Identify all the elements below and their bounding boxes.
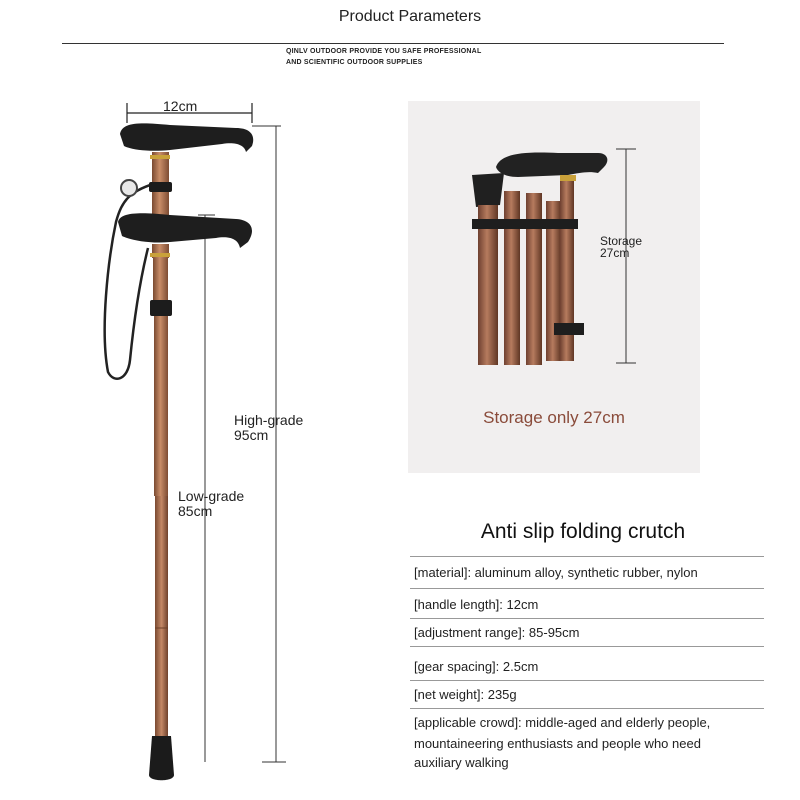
spec-title: Anti slip folding crutch [480,520,686,543]
handle-width-label: 12cm [163,98,198,114]
high-grade-label: High-grade [234,412,304,428]
spec-adjustment-range: [adjustment range]: 85-95cm [414,625,580,640]
shaft-segment-2 [154,316,168,496]
spec-material: [material]: aluminum alloy, synthetic rubber, nylon [414,565,698,580]
lower-gold-ring [150,253,170,257]
spec-divider [410,646,764,647]
high-grade-dimension-line [252,126,286,762]
handle-low-position [118,213,252,248]
shaft-segment-1 [153,258,168,302]
spec-applicable-crowd-line-1: [applicable crowd]: middle-aged and elderly people, [414,715,711,730]
spec-gear-spacing: [gear spacing]: 2.5cm [414,659,539,674]
low-grade-value: 85cm [178,503,213,519]
page-title: Product Parameters [338,8,482,25]
folded-strap-bottom [554,323,584,335]
storage-value: 27cm [600,246,630,260]
strap-ring [121,180,137,196]
storage-label: Storage [600,234,643,248]
spec-net-weight: [net weight]: 235g [414,687,517,702]
upper-strap-band [149,182,172,192]
spec-divider [410,618,764,619]
spec-handle-length: [handle length]: 12cm [414,597,539,612]
folded-handle [496,153,607,177]
folded-gold-ring [560,175,576,181]
high-grade-value: 95cm [234,427,269,443]
wrist-strap [105,182,160,379]
upper-gold-ring [150,155,170,159]
spec-divider [410,556,764,557]
header-subtitle-line-1: QINLV OUTDOOR PROVIDE YOU SAFE PROFESSIONAL [286,48,482,55]
shaft-lock-clamp [150,300,172,316]
spec-applicable-crowd-line-2: mountaineering enthusiasts and people who need [414,736,701,751]
folded-segment-2 [504,191,520,365]
folded-segment-3 [526,193,542,365]
folded-strap-top [472,219,578,229]
spec-divider [410,588,764,589]
handle-high-position [120,123,253,152]
shaft-segment-3 [155,496,168,736]
low-grade-label: Low-grade [178,488,245,504]
storage-caption: Storage only 27cm [483,408,625,427]
folded-rubber-tip [472,173,504,207]
spec-divider [410,708,764,709]
header-subtitle-line-2: AND SCIENTIFIC OUTDOOR SUPPLIES [286,59,423,66]
rubber-tip [149,736,174,780]
spec-divider [410,680,764,681]
spec-applicable-crowd-line-3: auxiliary walking [414,755,509,770]
